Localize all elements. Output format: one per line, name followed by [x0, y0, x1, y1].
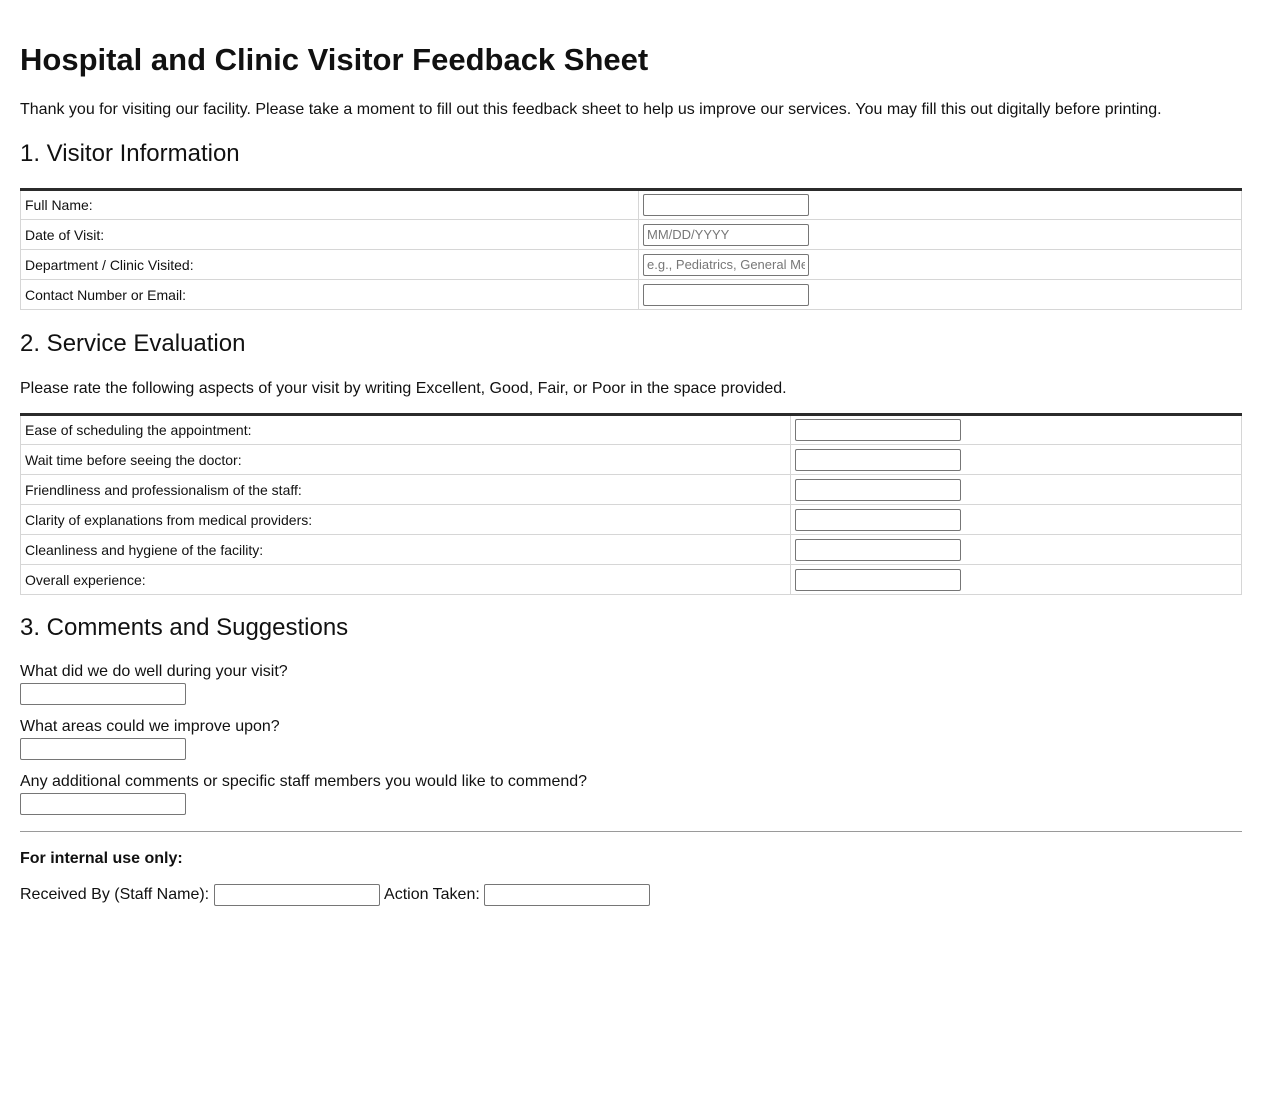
question-label-additional: Any additional comments or specific staff members you would like to commend?: [20, 773, 588, 790]
received-by-field[interactable]: [214, 884, 380, 906]
section-heading-comments: 3. Comments and Suggestions: [20, 614, 349, 641]
date-of-visit-cell: [639, 220, 1242, 250]
comment-question: [20, 717, 1242, 760]
internal-use-row: [20, 884, 1242, 906]
rating-field-wait-time[interactable]: [795, 449, 961, 471]
rating-cell: [791, 475, 1242, 505]
contact-label: Contact Number or Email:: [21, 280, 639, 310]
received-by-label: Received By (Staff Name):: [20, 886, 210, 903]
rating-label-clarity: Clarity of explanations from medical providers:: [21, 505, 791, 535]
question-label-did-well: What did we do well during your visit?: [20, 663, 288, 680]
action-taken-field[interactable]: [484, 884, 650, 906]
table-row: [21, 445, 1242, 475]
visitor-information-table: [20, 188, 1242, 310]
page-title: Hospital and Clinic Visitor Feedback Sheet: [20, 42, 649, 77]
department-cell: [639, 250, 1242, 280]
full-name-field[interactable]: [643, 194, 809, 216]
date-of-visit-field[interactable]: [643, 224, 809, 246]
rating-field-clarity[interactable]: [795, 509, 961, 531]
table-row: [21, 250, 1242, 280]
rating-label-cleanliness: Cleanliness and hygiene of the facility:: [21, 535, 791, 565]
table-row: [21, 535, 1242, 565]
contact-cell: [639, 280, 1242, 310]
table-row: [21, 415, 1242, 445]
table-row: [21, 220, 1242, 250]
evaluation-instructions: Please rate the following aspects of your visit by writing Excellent, Good, Fair, or Poor in the space provided.: [20, 380, 787, 397]
table-row: [21, 565, 1242, 595]
rating-field-scheduling[interactable]: [795, 419, 961, 441]
improve-field[interactable]: [20, 738, 186, 760]
rating-label-overall: Overall experience:: [21, 565, 791, 595]
rating-label-scheduling: Ease of scheduling the appointment:: [21, 415, 791, 445]
comment-question: [20, 662, 1242, 705]
contact-field[interactable]: [643, 284, 809, 306]
rating-field-overall[interactable]: [795, 569, 961, 591]
internal-use-title: For internal use only:: [20, 850, 183, 867]
full-name-label: Full Name:: [21, 190, 639, 220]
divider: [20, 831, 1242, 832]
department-field[interactable]: [643, 254, 809, 276]
department-label: Department / Clinic Visited:: [21, 250, 639, 280]
action-taken-label: Action Taken:: [384, 886, 480, 903]
rating-label-staff: Friendliness and professionalism of the staff:: [21, 475, 791, 505]
rating-cell: [791, 505, 1242, 535]
section-heading-visitor-information: 1. Visitor Information: [20, 140, 240, 167]
rating-cell: [791, 445, 1242, 475]
service-evaluation-table: [20, 413, 1242, 595]
section-heading-service-evaluation: 2. Service Evaluation: [20, 330, 246, 357]
question-label-improve: What areas could we improve upon?: [20, 718, 280, 735]
table-row: [21, 505, 1242, 535]
rating-cell: [791, 415, 1242, 445]
intro-text: Thank you for visiting our facility. Please take a moment to fill out this feedback sheet to help us improve our services. You may fill this out digitally before printing.: [20, 101, 1162, 118]
additional-comments-field[interactable]: [20, 793, 186, 815]
date-of-visit-label: Date of Visit:: [21, 220, 639, 250]
table-row: [21, 190, 1242, 220]
did-well-field[interactable]: [20, 683, 186, 705]
table-row: [21, 475, 1242, 505]
rating-label-wait-time: Wait time before seeing the doctor:: [21, 445, 791, 475]
full-name-cell: [639, 190, 1242, 220]
rating-field-cleanliness[interactable]: [795, 539, 961, 561]
rating-field-staff[interactable]: [795, 479, 961, 501]
rating-cell: [791, 565, 1242, 595]
comment-question: [20, 772, 1242, 815]
rating-cell: [791, 535, 1242, 565]
table-row: [21, 280, 1242, 310]
